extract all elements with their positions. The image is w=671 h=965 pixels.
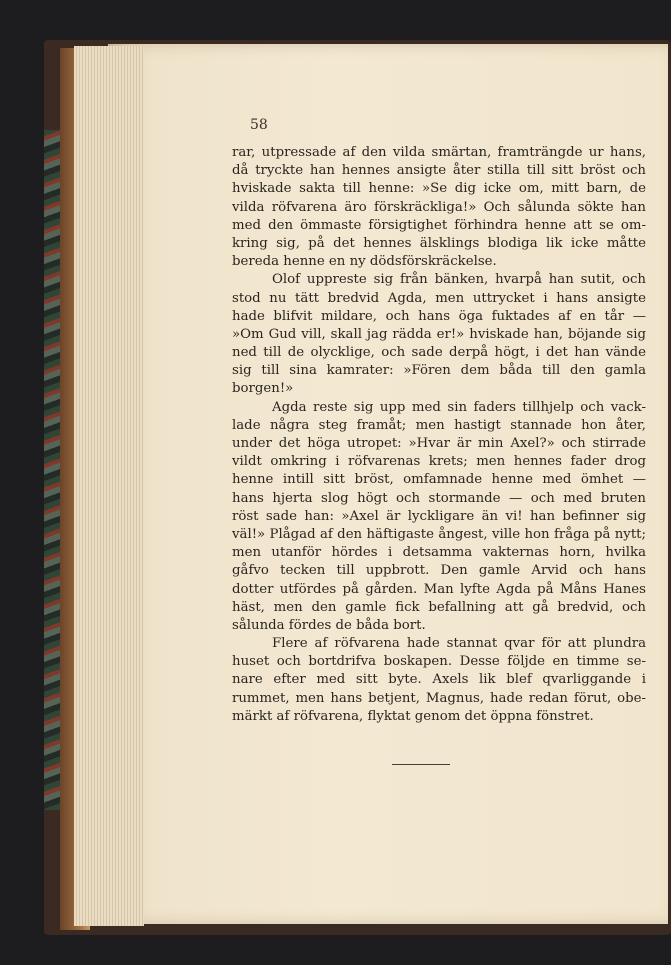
text-line: gåfvo tecken till uppbrott. Den gamle Arvid och hans	[232, 563, 646, 579]
page-number: 58	[250, 117, 268, 133]
page-stack-edge	[74, 46, 144, 926]
text-line: kring sig, på det hennes älsklings blodiga lik icke måtte	[232, 235, 646, 251]
text-line: hans hjerta slog högt och stormande — och med bruten	[232, 490, 646, 506]
text-line: lade några steg framåt; men hastigt stannade hon åter,	[232, 417, 646, 433]
text-line: Flere af röfvarena hade stannat qvar för att plundra	[272, 636, 646, 652]
text-line: under det höga utropet: »Hvar är min Axel?» och stirrade	[232, 436, 646, 451]
text-line: märkt af röfvarena, flyktat genom det öppna fönstret.	[232, 708, 594, 724]
text-line: rar, utpressade af den vilda smärtan, framträngde ur hans,	[232, 145, 646, 160]
text-line: »Om Gud vill, skall jag rädda er!» hviskade han, böjande sig	[232, 326, 646, 342]
text-line: sålunda fördes de båda bort.	[232, 617, 426, 633]
text-line: väl!» Plågad af den häftigaste ångest, ville hon fråga på nytt;	[232, 526, 646, 542]
text-line: Olof uppreste sig från bänken, hvarpå han sutit, och	[272, 272, 646, 288]
text-line: henne intill sitt bröst, omfamnade henne med ömhet —	[232, 472, 646, 488]
text-line: hviskade sakta till henne: »Se dig icke om, mitt barn, de	[232, 181, 646, 197]
text-line: rummet, men hans betjent, Magnus, hade redan förut, obe-	[232, 690, 646, 706]
body-text	[232, 144, 646, 726]
text-line: sig till sina kamrater: »Fören dem båda till den gamla	[232, 363, 646, 379]
text-line: ned till de olycklige, och sade derpå högt, i det han vände	[232, 345, 646, 361]
text-line: röst sade han: »Axel är lyckligare än vi! han befinner sig	[232, 508, 646, 524]
text-line: borgen!»	[232, 381, 294, 397]
text-line: då tryckte han hennes ansigte åter stilla till sitt bröst och	[232, 163, 646, 179]
text-line: stod nu tätt bredvid Agda, men uttrycket i hans ansigte	[232, 290, 646, 306]
text-line: bereda henne en ny dödsförskräckelse.	[232, 254, 497, 270]
text-line: nare efter med sitt byte. Axels lik blef qvarliggande i	[232, 672, 646, 688]
section-rule	[392, 764, 450, 765]
text-line: dotter utfördes på gården. Man lyfte Agda på Måns Hanes	[232, 581, 646, 597]
text-line: häst, men den gamle fick befallning att gå bredvid, och	[232, 599, 646, 615]
text-line: med den ömmaste försigtighet förhindra henne att se om-	[232, 217, 646, 233]
text-line: vilda röfvarena äro förskräckliga!» Och sålunda sökte han	[232, 199, 646, 215]
text-line: huset och bortdrifva boskapen. Desse följde en timme se-	[232, 654, 646, 670]
text-line: men utanför hördes i detsamma vakternas horn, hvilka	[232, 545, 646, 561]
text-line: hade blifvit mildare, och hans öga fuktades af en tår —	[232, 308, 646, 324]
text-line: vildt omkring i röfvarenas krets; men hennes fader drog	[232, 454, 646, 470]
text-line: Agda reste sig upp med sin faders tillhjelp och vack-	[272, 399, 646, 415]
